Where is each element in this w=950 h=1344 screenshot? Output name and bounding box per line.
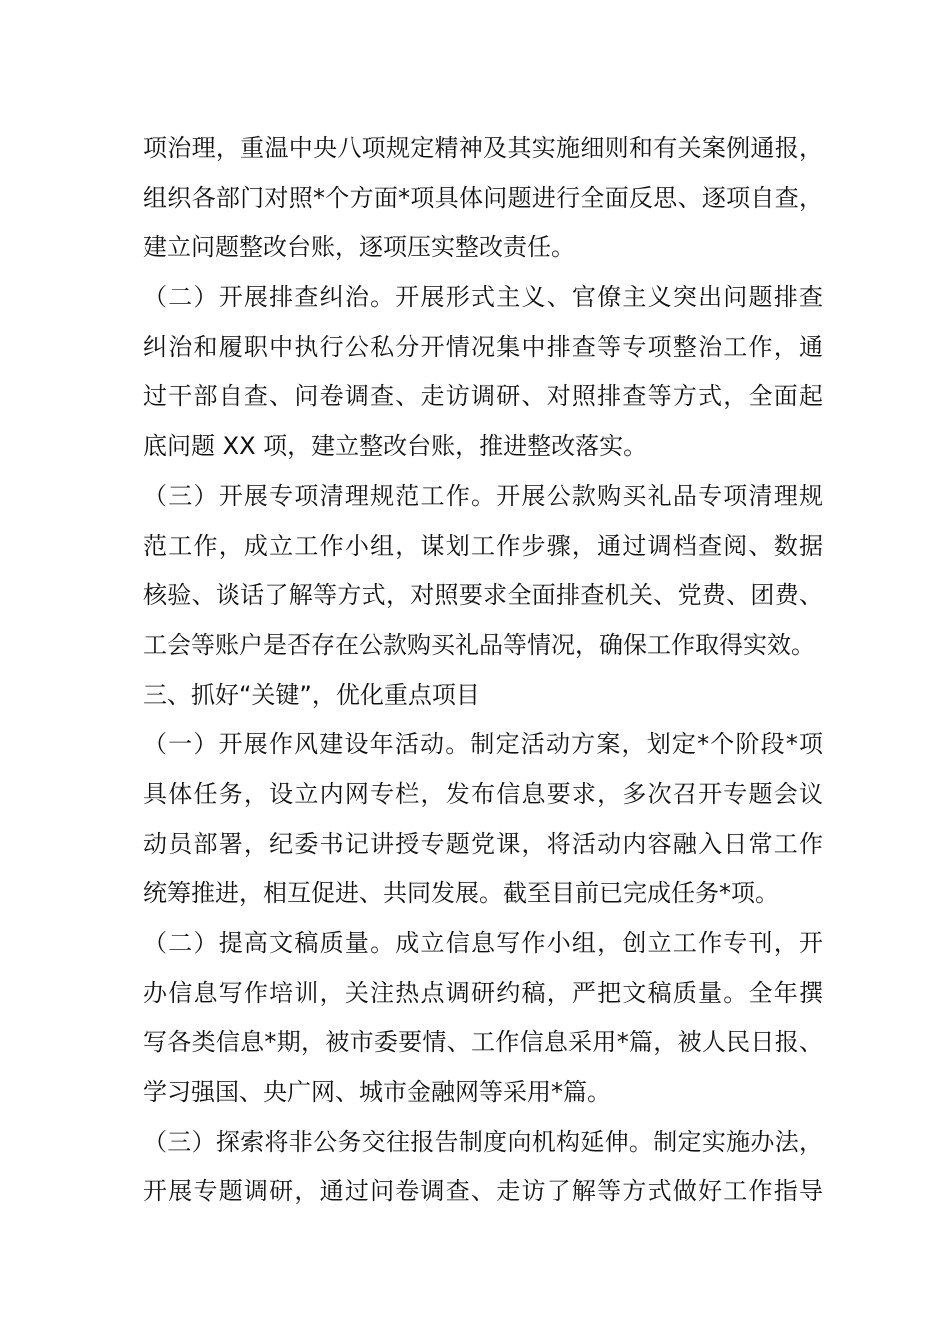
text-line: 底问题 XX 项，建立整改台账，推进整改落实。 — [143, 432, 648, 461]
text-line: 动员部署，纪委书记讲授专题党课，将活动内容融入日常工作 — [143, 829, 823, 858]
text-line: 过干部自查、问卷调查、走访调研、对照排查等方式，全面起 — [143, 382, 823, 411]
text-line: 办信息写作培训，关注热点调研约稿，严把文稿质量。全年撰 — [143, 978, 823, 1007]
section-3-heading-line: （三）开展专项清理规范工作。开展公款购买礼品专项清理规 — [143, 481, 823, 510]
text-line: 组织各部门对照*个方面*项具体问题进行全面反思、逐项自查， — [143, 183, 823, 212]
text-line: 项治理，重温中央八项规定精神及其实施细则和有关案例通报， — [143, 134, 823, 162]
text-line: 开展专题调研，通过问卷调查、走访了解等方式做好工作指导 — [143, 1177, 823, 1206]
text-line: 核验、谈话了解等方式，对照要求全面排查机关、党费、团费、 — [143, 581, 823, 610]
text-line: 统筹推进，相互促进、共同发展。截至目前已完成任务*项。 — [143, 879, 779, 908]
text-line: 建立问题整改台账，逐项压实整改责任。 — [143, 233, 575, 262]
section-2-heading-line: （二）提高文稿质量。成立信息写作小组，创立工作专刊，开 — [143, 929, 823, 957]
text-line: 工会等账户是否存在公款购买礼品等情况，确保工作取得实效。 — [143, 630, 815, 659]
text-line: 学习强国、央广网、城市金融网等采用*篇。 — [143, 1078, 611, 1107]
document-body — [143, 124, 823, 1217]
section-2-heading-line: （二）开展排查纠治。开展形式主义、官僚主义突出问题排查 — [143, 283, 823, 312]
text-line: 写各类信息*期，被市委要情、工作信息采用*篇，被人民日报、 — [143, 1028, 823, 1057]
chapter-heading: 三、抓好“关键”，优化重点项目 — [143, 680, 480, 709]
section-3-heading-line: （三）探索将非公务交往报告制度向机构延伸。制定实施办法， — [143, 1127, 823, 1156]
section-1-heading-line: （一）开展作风建设年活动。制定活动方案，划定*个阶段*项 — [143, 730, 823, 759]
text-line: 纠治和履职中执行公私分开情况集中排查等专项整治工作，通 — [143, 332, 823, 361]
text-line: 范工作，成立工作小组，谋划工作步骤，通过调档查阅、数据 — [143, 531, 823, 560]
text-line: 具体任务，设立内网专栏，发布信息要求，多次召开专题会议 — [143, 779, 823, 808]
